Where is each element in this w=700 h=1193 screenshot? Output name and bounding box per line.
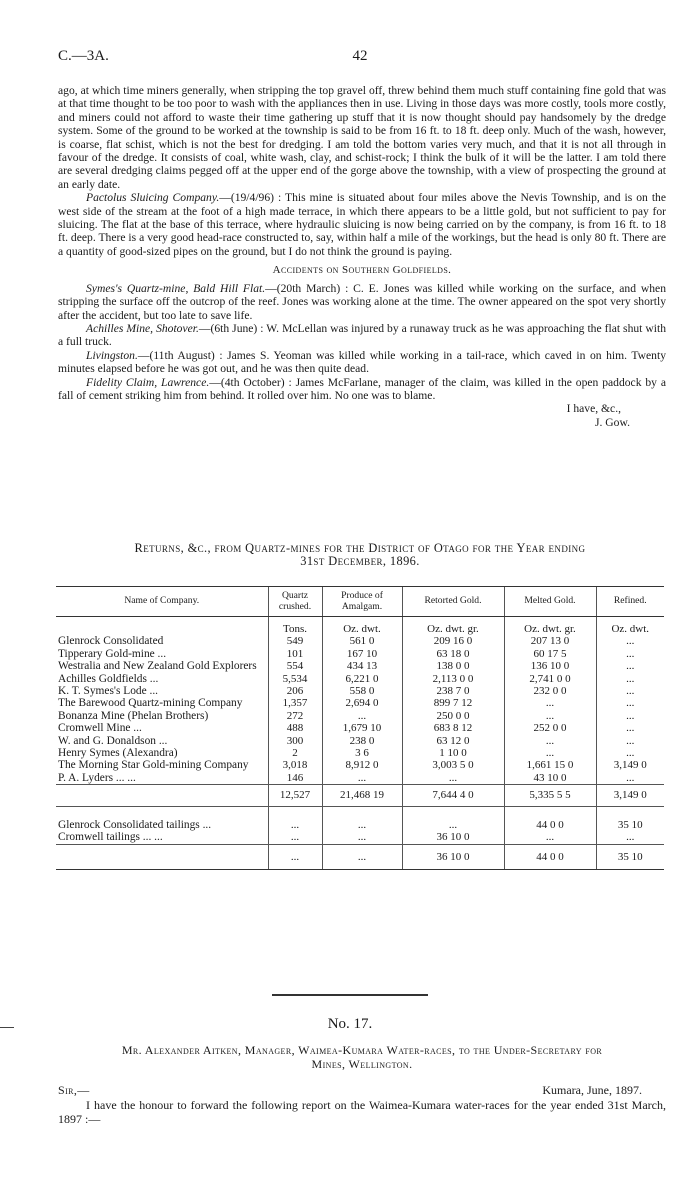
signoff-line: I have, &c., (566, 402, 621, 416)
col-header-quartz: Quartz crushed. (268, 587, 322, 617)
unit-retorted: Oz. dwt. gr. (402, 617, 504, 636)
company-name: Glenrock Consolidated (58, 635, 164, 648)
accident-paragraph (58, 376, 666, 403)
tailings-cell-melted: 44 0 0 (504, 819, 596, 831)
cell-refined: ... (596, 635, 664, 647)
col-header-melted: Melted Gold. (504, 587, 596, 617)
pactolus-paragraph (58, 191, 666, 258)
cell-melted: 2,741 0 0 (504, 673, 596, 685)
col-header-amalgam: Produce of Amalgam. (322, 587, 402, 617)
company-name: The Morning Star Gold-mining Company (58, 759, 249, 772)
cell-refined: ... (596, 735, 664, 747)
tailings-cell-amalgam: ... (322, 819, 402, 831)
cell-amalgam: 3 6 (322, 747, 402, 759)
company-name: P. A. Lyders ... ... (58, 771, 136, 784)
tailings-total-melted: 44 0 0 (504, 844, 596, 869)
cell-amalgam: 434 13 (322, 660, 402, 672)
company-name: W. and G. Donaldson ... (58, 734, 168, 747)
cell-retorted: 899 7 12 (402, 697, 504, 709)
letter-opening: I have the honour to forward the following report on the Waimea-Kumara water-races for the year ended 31st March, 1897 :— (58, 1098, 666, 1126)
letter-section (58, 1043, 666, 1126)
cell-melted: ... (504, 710, 596, 722)
cell-retorted: ... (402, 772, 504, 785)
table-header-row (56, 587, 664, 617)
cell-melted: 1,661 15 0 (504, 759, 596, 771)
table-row (56, 697, 664, 709)
accident-text: —(20th March) : C. E. Jones was killed while working on the surface, and when stripping the surface off the outcrop of the reef. Jones was working alone at the time. The owner appeared on the spot very shortly after the accident, but too late to save life. (58, 281, 667, 322)
table-row (56, 710, 664, 722)
cell-quartz: 488 (268, 722, 322, 734)
tailings-total-refined: 35 10 (596, 844, 664, 869)
total-refined: 3,149 0 (596, 785, 664, 806)
table-row (56, 673, 664, 685)
tailings-total-amalgam: ... (322, 844, 402, 869)
cell-quartz: 1,357 (268, 697, 322, 709)
cell-quartz: 5,534 (268, 673, 322, 685)
page-header (58, 48, 662, 68)
cell-refined: 3,149 0 (596, 759, 664, 771)
parliamentary-reference: C.—3A. (58, 48, 109, 64)
table-row (56, 648, 664, 660)
cell-retorted: 63 18 0 (402, 648, 504, 660)
signoff-name: J. Gow. (595, 415, 630, 429)
company-name: Henry Symes (Alexandra) (58, 747, 178, 760)
tailings-row (56, 819, 664, 831)
company-name: K. T. Symes's Lode ... (58, 685, 159, 698)
cell-quartz: 206 (268, 685, 322, 697)
company-name: The Barewood Quartz-mining Company (58, 697, 243, 710)
total-quartz: 12,527 (268, 785, 322, 806)
cell-refined: ... (596, 648, 664, 660)
letter-from-line-2: Mines, Wellington. (311, 1057, 413, 1071)
salutation-row (58, 1083, 666, 1098)
accident-text: —(4th October) : James McFarlane, manager of the claim, was killed in the open paddock by a fall of cement striking him from behind. It rolled over him. No one was to blame. (58, 375, 666, 402)
table-row (56, 759, 664, 771)
accident-title: Fidelity Claim, Lawrence. (86, 375, 210, 389)
tailings-cell-quartz: ... (268, 819, 322, 831)
salutation: Sir,— (58, 1083, 90, 1097)
col-header-name: Name of Company. (56, 587, 268, 617)
cell-amalgam: 2,694 0 (322, 697, 402, 709)
cell-amalgam: 6,221 0 (322, 673, 402, 685)
accident-title: Achilles Mine, Shotover. (86, 321, 199, 335)
total-row (56, 785, 664, 806)
cell-refined: ... (596, 697, 664, 709)
cell-retorted: 209 16 0 (402, 635, 504, 647)
accident-paragraph (58, 349, 666, 376)
accident-text: —(11th August) : James S. Yeoman was killed while working in a tail-race, which caved in on him. Twenty minutes elapsed before he was got out, and he was then quite dead. (58, 348, 666, 376)
cell-melted: 232 0 0 (504, 685, 596, 697)
tailings-cell-retorted: ... (402, 819, 504, 831)
returns-title (70, 542, 650, 568)
accidents-heading: Accidents on Southern Goldfields. (272, 264, 452, 277)
cell-quartz: 300 (268, 735, 322, 747)
tailings-total-quartz: ... (268, 844, 322, 869)
cell-refined: ... (596, 673, 664, 685)
cell-refined: ... (596, 660, 664, 672)
cell-quartz: 146 (268, 772, 322, 785)
table-row (56, 735, 664, 747)
tailings-name: Cromwell tailings ... ... (58, 831, 163, 844)
section-number: No. 17. (327, 1016, 373, 1032)
cell-quartz: 3,018 (268, 759, 322, 771)
unit-amalgam: Oz. dwt. (322, 617, 402, 636)
cell-retorted: 1 10 0 (402, 747, 504, 759)
cell-melted: 43 10 0 (504, 772, 596, 785)
cell-amalgam: 1,679 10 (322, 722, 402, 734)
cell-refined: ... (596, 685, 664, 697)
returns-table (56, 586, 664, 870)
table-row (56, 635, 664, 647)
cell-refined: ... (596, 772, 664, 785)
cell-quartz: 2 (268, 747, 322, 759)
col-header-retorted: Retorted Gold. (402, 587, 504, 617)
cell-refined: ... (596, 710, 664, 722)
cell-retorted: 683 8 12 (402, 722, 504, 734)
total-melted: 5,335 5 5 (504, 785, 596, 806)
unit-quartz: Tons. (268, 617, 322, 636)
returns-title-line-2: 31st December, 1896. (300, 554, 420, 568)
report-body (58, 84, 666, 429)
cell-melted: 207 13 0 (504, 635, 596, 647)
accident-title: Symes's Quartz-mine, Bald Hill Flat. (86, 281, 266, 295)
accident-title: Livingston. (86, 348, 138, 362)
company-name: Cromwell Mine ... (58, 722, 142, 735)
cell-retorted: 63 12 0 (402, 735, 504, 747)
table-row (56, 722, 664, 734)
cell-amalgam: 561 0 (322, 635, 402, 647)
company-name: Westralia and New Zealand Gold Explorers (58, 660, 257, 673)
col-header-refined: Refined. (596, 587, 664, 617)
cell-amalgam: 238 0 (322, 735, 402, 747)
place-date: Kumara, June, 1897. (542, 1083, 642, 1097)
cell-melted: 136 10 0 (504, 660, 596, 672)
cell-retorted: 250 0 0 (402, 710, 504, 722)
cell-amalgam: 558 0 (322, 685, 402, 697)
tailings-cell-refined: 35 10 (596, 819, 664, 831)
cell-melted: ... (504, 735, 596, 747)
cell-melted: ... (504, 697, 596, 709)
company-name: Tipperary Gold-mine ... (58, 647, 167, 660)
unit-melted: Oz. dwt. gr. (504, 617, 596, 636)
table-row (56, 772, 664, 785)
tailings-cell-refined: ... (596, 831, 664, 844)
cell-amalgam: ... (322, 772, 402, 785)
cell-melted: 252 0 0 (504, 722, 596, 734)
cell-retorted: 2,113 0 0 (402, 673, 504, 685)
pactolus-title: Pactolus Sluicing Company. (86, 191, 220, 205)
total-amalgam: 21,468 19 (322, 785, 402, 806)
tailings-cell-quartz: ... (268, 831, 322, 844)
company-name: Bonanza Mine (Phelan Brothers) (58, 709, 209, 722)
cell-quartz: 554 (268, 660, 322, 672)
tailings-cell-retorted: 36 10 0 (402, 831, 504, 844)
cell-amalgam: 167 10 (322, 648, 402, 660)
tailings-cell-amalgam: ... (322, 831, 402, 844)
unit-refined: Oz. dwt. (596, 617, 664, 636)
cell-quartz: 101 (268, 648, 322, 660)
letter-from-line-1: Mr. Alexander Aitken, Manager, Waimea-Kumara Water-races, to the Under-Secretary for (121, 1043, 603, 1057)
tailings-row (56, 831, 664, 844)
table-row (56, 660, 664, 672)
returns-title-line-1: Returns, &c., from Quartz-mines for the District of Otago for the Year ending (134, 541, 586, 555)
cell-melted: 60 17 5 (504, 648, 596, 660)
cell-quartz: 549 (268, 635, 322, 647)
tailings-name: Glenrock Consolidated tailings ... (58, 818, 212, 831)
cell-melted: ... (504, 747, 596, 759)
cell-amalgam: ... (322, 710, 402, 722)
tailings-total-row (56, 844, 664, 869)
cell-quartz: 272 (268, 710, 322, 722)
cell-retorted: 3,003 5 0 (402, 759, 504, 771)
table-row (56, 747, 664, 759)
cell-amalgam: 8,912 0 (322, 759, 402, 771)
cell-retorted: 138 0 0 (402, 660, 504, 672)
section-divider (272, 994, 428, 996)
cell-refined: ... (596, 747, 664, 759)
page-number: 42 (352, 48, 368, 64)
company-name: Achilles Goldfields ... (58, 672, 159, 685)
tailings-cell-melted: ... (504, 831, 596, 844)
accident-paragraph (58, 322, 666, 349)
total-retorted: 7,644 4 0 (402, 785, 504, 806)
intro-paragraph: ago, at which time miners generally, when stripping the top gravel off, threw behind them much stuff containing fine gold that was at that time thought to be too poor to wash with the appliances then in use. Living in those days was more costly, tools more costly, and miners could not afford to waste their time gathering up stuff that it is now thought should pay handsomely by the dredge system. Some of the ground to be worked at the township is said to be from 16 ft. to 18 ft. deep only. Much of the wash, however, is coarse, flat schist, which is not the best for dredging. I am told the bottom varies very much, and that it is not all through in favour of the dredge. It consists of coal, white wash, clay, and schist-rock; I think the bulk of it will be the latter. I am told there are several dredging claims pegged off at the upper end of the gorge above the township, with a view of prospecting the ground at an early date. (58, 84, 666, 191)
accident-paragraph (58, 282, 666, 322)
units-row (56, 617, 664, 636)
table-row (56, 685, 664, 697)
pactolus-text: —(19/4/96) : This mine is situated about four miles above the Nevis Township, and is on the west side of the stream at the foot of a high made terrace, in which there appears to be a little gold, but not sufficient to pay for sluicing. The flat at the base of this terrace, where hydraulic sluicing is now being carried on by the company, is from 16 ft. to 18 ft. deep. There is a very good head-race constructed to, say, within half a mile of the workings, but the head is only 80 ft. There are a quantity of good-sized pipes on the ground, but I do not think the ground is paying. (58, 191, 666, 258)
accident-text: —(6th June) : W. McLellan was injured by a runaway truck as he was approaching the flat shut with a full truck. (58, 321, 667, 349)
tailings-total-retorted: 36 10 0 (402, 844, 504, 869)
cell-refined: ... (596, 722, 664, 734)
cell-retorted: 238 7 0 (402, 685, 504, 697)
